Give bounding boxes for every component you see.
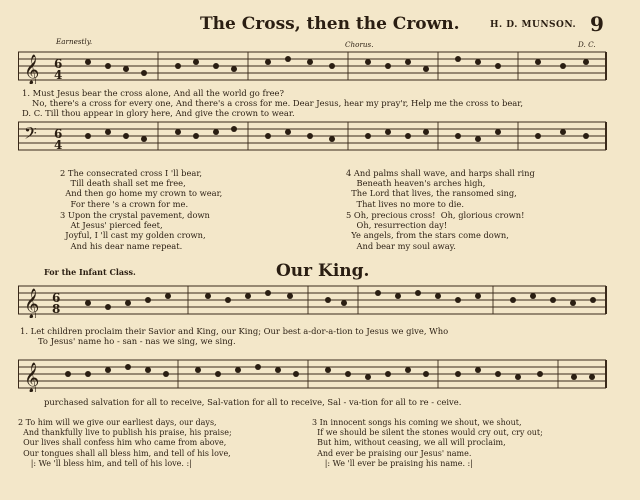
hymn1-bass-staff: [18, 118, 608, 154]
svg-text:8: 8: [52, 302, 61, 316]
hymn1-verse-3: 3 Upon the crystal pavement, down At Jesus' pierced feet, Joyful, I 'll cast my golden crown, And his dear name repeat.: [60, 210, 210, 251]
page-number: 9: [590, 12, 604, 36]
hymn1-verse-2: 2 The consecrated cross I 'll bear, Till death shall set me free, And then go home my crown to wear, For there 's a crown for me.: [60, 168, 223, 209]
hymn2-subtitle: For the Infant Class.: [44, 267, 136, 277]
hymn2-lyric-line-1: 1. Let children proclaim their Savior and King, our King; Our best a-dor-a-tion to Jesus we give, Who: [20, 326, 449, 336]
hymn1-treble-staff: [18, 48, 608, 84]
hymn1-verse-5: 5 Oh, precious cross! Oh, glorious crown! Oh, resurrection day! Ye angels, from the stars come down, And bear my soul away.: [346, 210, 525, 251]
hymn2-verse-3: 3 In innocent songs his coming we shout, we shout, If we should be silent the stones would cry out, cry out; But him, without ceasing, we all will proclaim, And ever be praising our Jesus' name. |: We 'll ever be praising his name. :|: [312, 418, 543, 468]
hymn1-lyric-line-2: No, there's a cross for every one, And there's a cross for me. Dear Jesus, hear my pray'r, Help me the cross to bear,: [32, 98, 524, 108]
svg-text:6: 6: [52, 291, 61, 305]
hymn2-verse-2: 2 To him will we give our earliest days, our days, And thankfully live to publish his praise, his praise; Our lives shall confess him who came from above, Our tongues shall all bless him, and tell of his love, |: We 'll bless him, and tell of his love. :|: [18, 418, 232, 468]
hymn1-lyric-line-3: D. C. Till thou appear in glory here, And give the crown to wear.: [22, 108, 295, 118]
hymn2-title: Our King.: [276, 261, 370, 281]
hymn1-verse-4: 4 And palms shall wave, and harps shall ring Beneath heaven's arches high, The Lord that lives, the ransomed sing, That lives no more to die.: [346, 168, 535, 209]
svg-text:𝄞: 𝄞: [24, 55, 40, 84]
dc-marking: D. C.: [578, 40, 596, 49]
tempo-marking: Earnestly.: [56, 37, 93, 46]
hymn2-treble-staff: [18, 282, 608, 318]
hymn2-second-staff: [18, 356, 608, 392]
svg-text:𝄢: 𝄢: [24, 123, 37, 147]
svg-text:𝄞: 𝄞: [24, 289, 40, 318]
svg-text:6: 6: [54, 127, 63, 141]
svg-text:4: 4: [54, 68, 63, 82]
hymn1-title: The Cross, then the Crown.: [200, 14, 460, 34]
hymn1-composer: H. D. MUNSON.: [490, 20, 577, 30]
svg-text:6: 6: [54, 57, 63, 71]
hymn2-lyric-line-2: purchased salvation for all to receive, Sal-vation for all to receive, Sal - va-tion for all to re - ceive.: [44, 397, 462, 407]
svg-text:𝄞: 𝄞: [24, 363, 40, 392]
hymn1-lyric-line-1: 1. Must Jesus bear the cross alone, And all the world go free?: [22, 88, 284, 98]
hymn2-lyric-line-1b: To Jesus' name ho - san - nas we sing, we sing.: [38, 336, 236, 346]
svg-text:4: 4: [54, 138, 63, 152]
chorus-marking: Chorus.: [345, 40, 374, 49]
